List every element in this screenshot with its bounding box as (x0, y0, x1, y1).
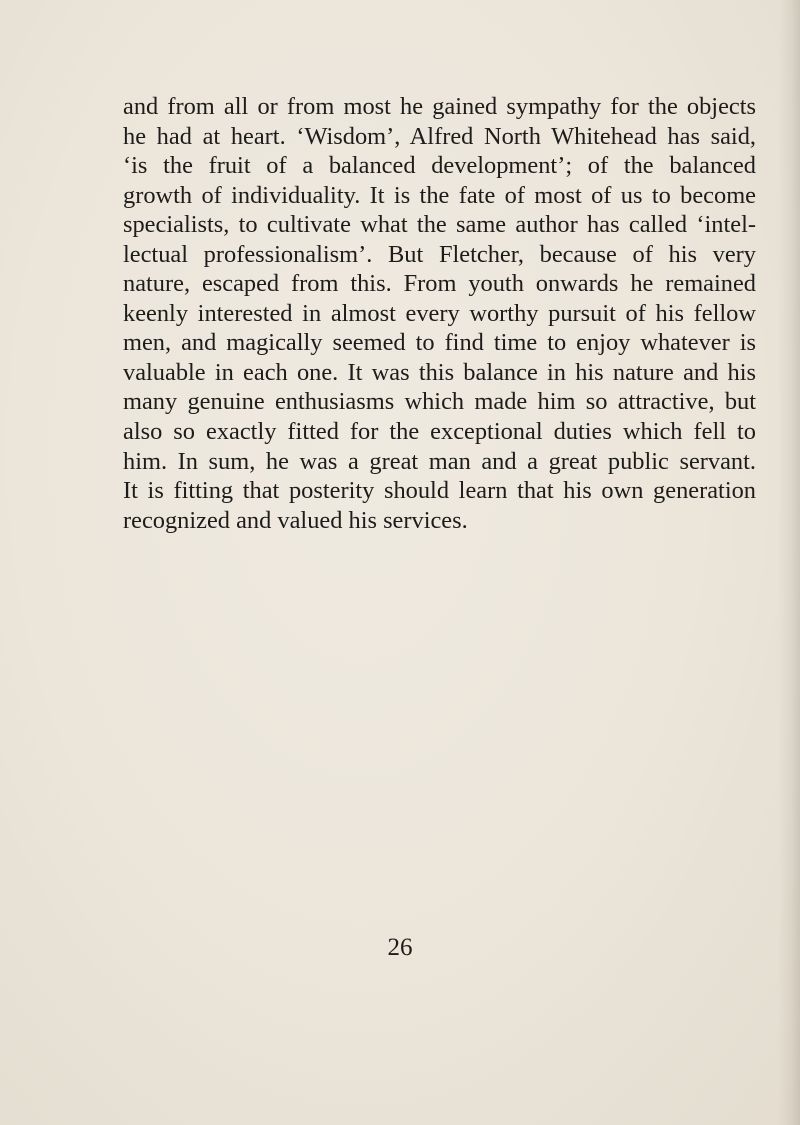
paragraph-line: he had at heart. ‘Wisdom’, Alfred North Whitehead has said, (123, 122, 756, 150)
paragraph-line: and from all or from most he gained sympathy for the objects (123, 93, 756, 120)
paragraph-line: It is fitting that posterity should learn that his own generation (123, 477, 756, 505)
paragraph-line: also so exactly fitted for the exceptional duties which fell to (123, 418, 756, 446)
paragraph-line: keenly interested in almost every worthy pursuit of his fellow (123, 299, 756, 327)
paragraph-line: lectual professionalism’. But Fletcher, because of his very (123, 240, 756, 268)
paragraph-line: valuable in each one. It was this balance in his nature and his (123, 358, 756, 386)
paragraph-line: growth of individuality. It is the fate of most of us to become (123, 181, 756, 209)
paragraph-line: specialists, to cultivate what the same author has called ‘intel- (123, 211, 756, 239)
paragraph-line: nature, escaped from this. From youth onwards he remained (123, 270, 756, 298)
paragraph-line: him. In sum, he was a great man and a great public servant. (123, 447, 756, 475)
paragraph-line: recognized and valued his services. (123, 506, 468, 534)
paragraph-line: men, and magically seemed to find time to enjoy whatever is (123, 329, 756, 357)
page-number: 26 (387, 934, 413, 961)
paragraph-line: many genuine enthusiasms which made him so attractive, but (123, 388, 756, 416)
paragraph-line: ‘is the fruit of a balanced development’; of the balanced (123, 152, 756, 180)
body-paragraph (123, 92, 756, 535)
